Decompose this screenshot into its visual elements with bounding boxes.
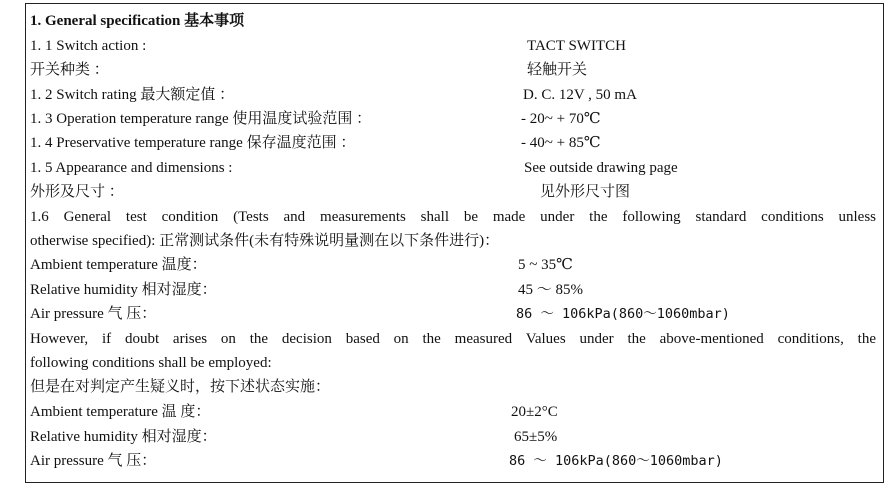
general-test-condition-line2: otherwise specified): 正常测试条件(未有特殊说明量测在以下条件进行)：	[30, 233, 500, 249]
spec-label-appearance: 1. 5 Appearance and dimensions :	[30, 160, 233, 176]
spec-label-operation-temp: 1. 3 Operation temperature range 使用温度试验范围 ：	[30, 111, 372, 127]
standard-label-humidity: Relative humidity 相对湿度：	[30, 282, 217, 298]
spec-value-preservative-temp: - 40~ + 85℃	[521, 135, 601, 151]
spec-value-switch-action: TACT SWITCH	[527, 38, 626, 54]
spec-label-appearance-cn: 外形及尺寸 ：	[30, 184, 124, 200]
spec-label-switch-action: 1. 1 Switch action :	[30, 38, 147, 54]
referee-label-humidity: Relative humidity 相对湿度：	[30, 429, 217, 445]
spec-label-switch-rating: 1. 2 Switch rating 最大额定值 ：	[30, 87, 235, 103]
spec-value-operation-temp: - 20~ + 70℃	[521, 111, 601, 127]
spec-label-preservative-temp: 1. 4 Preservative temperature range 保存温度范围 ：	[30, 135, 356, 151]
spec-value-switch-rating: D. C. 12V , 50 mA	[523, 87, 637, 103]
standard-label-air-pressure: Air pressure 气 压：	[30, 306, 157, 322]
standard-label-ambient-temp: Ambient temperature 温度：	[30, 257, 207, 273]
referee-value-ambient-temp: 20±2°C	[511, 404, 558, 420]
referee-value-humidity: 65±5%	[514, 429, 558, 445]
general-test-condition-line1: 1.6 General test condition (Tests and measurements shall be made under the following standard conditions unless	[30, 209, 876, 225]
doubt-clause-cn: 但是在对判定产生疑义时，按下述状态实施：	[30, 379, 331, 395]
standard-value-air-pressure: 86 ～ 106kPa(860～1060mbar)	[516, 306, 730, 322]
spec-label-switch-type-cn: 开关种类 ：	[30, 62, 109, 78]
standard-value-ambient-temp: 5 ~ 35℃	[518, 257, 573, 273]
standard-value-humidity: 45 ～ 85%	[518, 282, 583, 298]
spec-value-appearance-cn: 见外形尺寸图	[540, 184, 631, 200]
spec-value-appearance: See outside drawing page	[524, 160, 678, 176]
referee-label-air-pressure: Air pressure 气 压：	[30, 453, 157, 469]
spec-value-switch-type-cn: 轻触开关	[527, 62, 588, 78]
doubt-clause-line2: following conditions shall be employed:	[30, 355, 272, 371]
doubt-clause-line1: However, if doubt arises on the decision based on the measured Values under the above-mentioned conditions, the	[30, 331, 876, 347]
referee-label-ambient-temp: Ambient temperature 温 度：	[30, 404, 211, 420]
section-heading: 1. General specification 基本事项	[30, 13, 245, 29]
referee-value-air-pressure: 86 ～ 106kPa(860～1060mbar)	[509, 453, 723, 469]
